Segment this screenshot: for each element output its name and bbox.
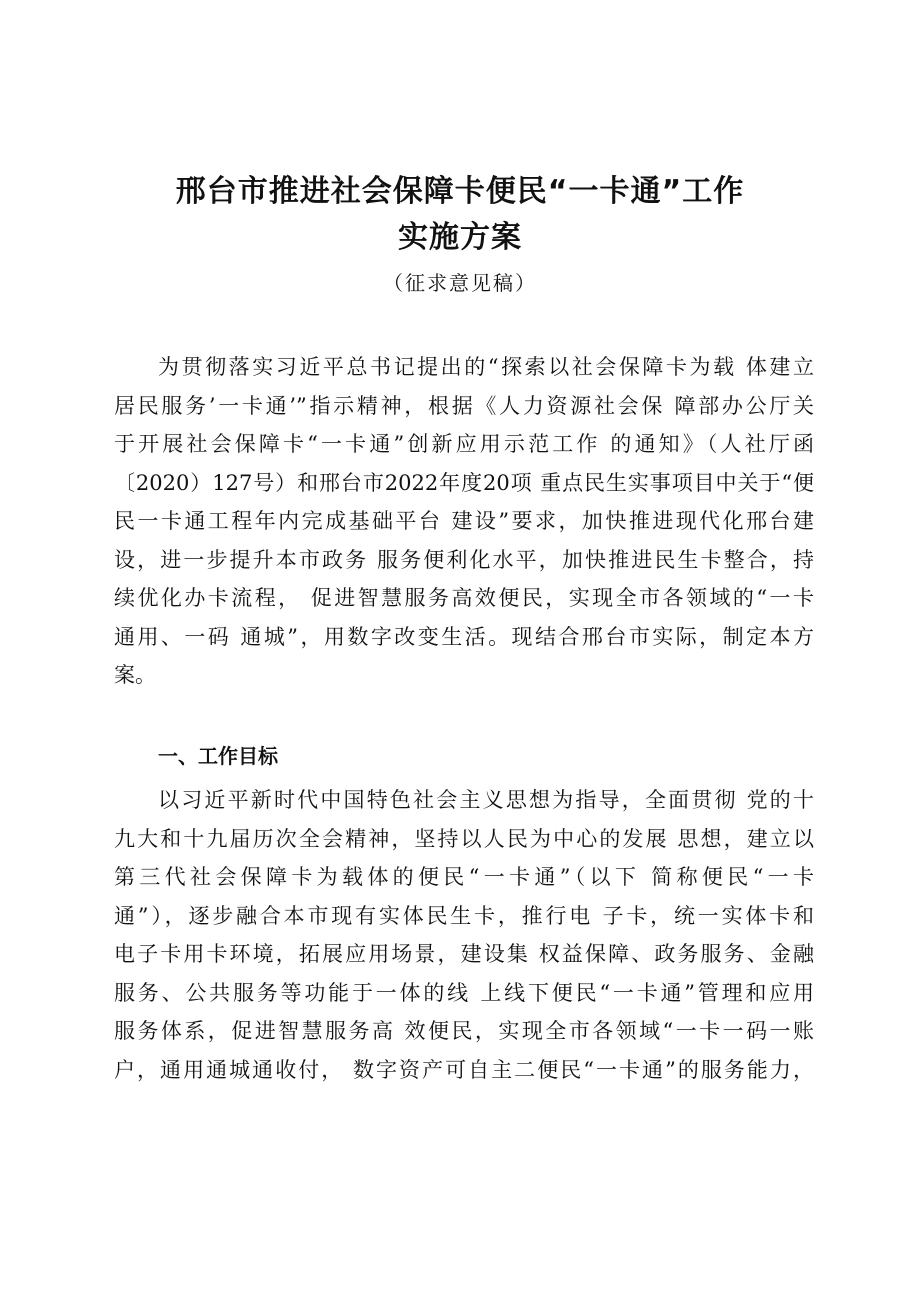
paragraph-line: 续优化办卡流程， 促进智慧服务高效便民，实现全市各领域的“一卡 xyxy=(114,586,814,610)
section-heading-goals: 一、工作目标 xyxy=(158,744,278,768)
paragraph-line: 电子卡用卡环境，拓展应用场景，建设集 权益保障、政务服务、金融 xyxy=(114,942,814,966)
paragraph-line: 服务体系，促进智慧服务高 效便民，实现全市各领域“一卡一码一账 xyxy=(114,1019,814,1043)
paragraph-line: 案。 xyxy=(114,663,156,687)
paragraph-line: 居民服务’一卡通’”指示精神，根据《人力资源社会保 障部办公厅关 xyxy=(114,393,814,418)
paragraph-line: 服务、公共服务等功能于一体的线 上线下便民“一卡通”管理和应用 xyxy=(114,980,814,1005)
document-title-line1: 邢台市推进社会保障卡便民“一卡通”工作 xyxy=(175,174,745,209)
paragraph-line: 于开展社会保障卡“一卡通”创新应用示范工作 的通知》（人社厅函 xyxy=(114,432,814,456)
paragraph-line: 以习近平新时代中国特色社会主义思想为指导，全面贯彻 党的十 xyxy=(158,788,814,812)
paragraph-line: 〔2020）127号）和邢台市2022年度20项 重点民生实事项目中关于“便 xyxy=(114,470,814,495)
paragraph-line: 九大和十九届历次全会精神，坚持以人民为中心的发展 思想，建立以 xyxy=(114,826,814,851)
paragraph-line: 民一卡通工程年内完成基础平台 建设”要求，加快推进现代化邢台建 xyxy=(114,509,814,533)
paragraph-line: 为贯彻落实习近平总书记提出的“探索以社会保障卡为载 体建立 xyxy=(158,355,814,379)
paragraph-line: 第三代社会保障卡为载体的便民“一卡通”（以下 简称便民“一卡 xyxy=(114,865,814,889)
paragraph-goals xyxy=(114,781,814,1089)
paragraph-line: 通”），逐步融合本市现有实体民生卡，推行电 子卡，统一实体卡和 xyxy=(114,903,814,928)
paragraph-line: 通用、一码 通城”，用数字改变生活。现结合邢台市实际，制定本方 xyxy=(114,624,814,649)
paragraph-line: 户，通用通城通收付， 数字资产可自主二便民“一卡通”的服务能力， xyxy=(114,1057,814,1082)
document-title-line2: 实施方案 xyxy=(398,220,522,255)
paragraph-intro xyxy=(114,348,814,695)
paragraph-line: 设，进一步提升本市政务 服务便利化水平，加快推进民生卡整合，持 xyxy=(114,547,814,572)
document-subtitle: （征求意见稿） xyxy=(383,271,537,295)
